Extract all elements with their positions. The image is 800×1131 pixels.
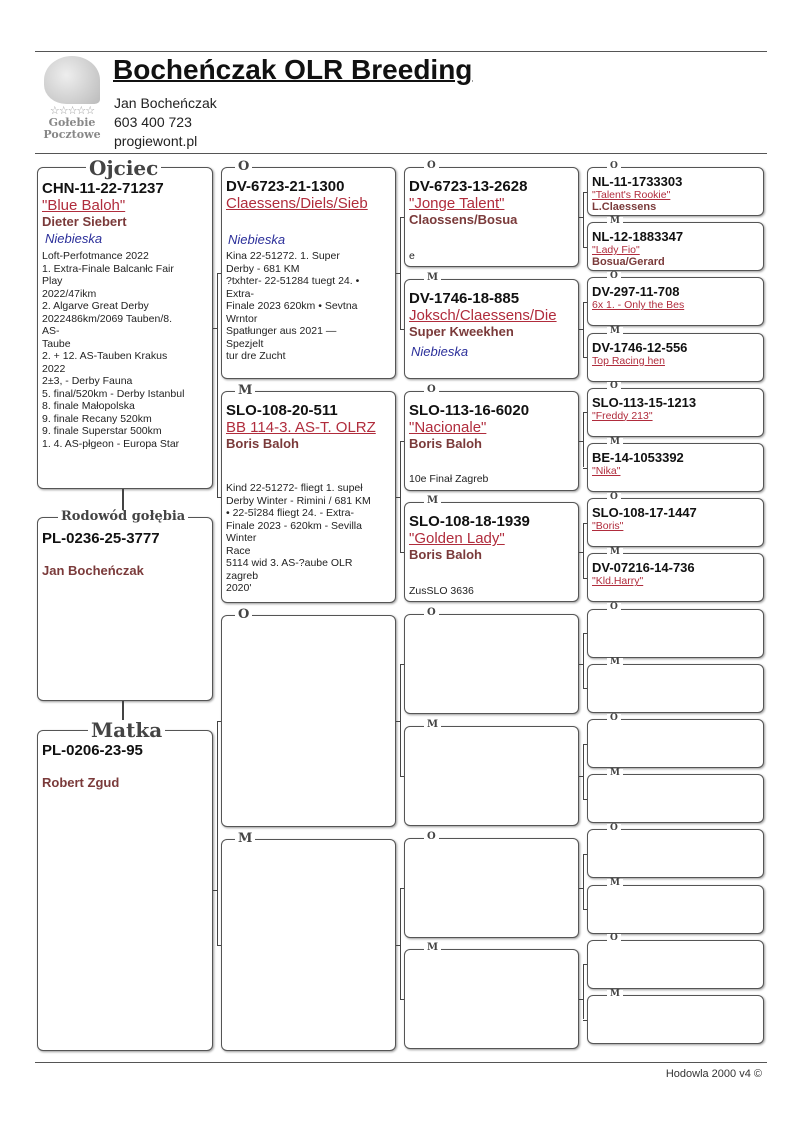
parent-label: M [424, 496, 441, 506]
gen4-card[interactable] [587, 167, 764, 216]
note-line: 2022486km/2069 Tauben/8. [42, 312, 172, 325]
parent-label: O [424, 608, 439, 618]
connector [400, 552, 404, 553]
gen3-card[interactable] [404, 391, 579, 491]
father-color: Niebieska [45, 231, 103, 246]
gen2-card[interactable] [221, 167, 396, 379]
notes [409, 250, 415, 263]
pigeon-name[interactable]: "Jonge Talent" [409, 195, 505, 212]
parent-label: O [607, 824, 621, 833]
owner: L.Claessens [592, 201, 657, 213]
connector [583, 523, 587, 524]
connector [583, 302, 587, 303]
parent-label: M [607, 879, 623, 888]
notes [409, 473, 488, 486]
gen4-card[interactable] [587, 774, 764, 823]
note-line: 2020' [226, 582, 252, 594]
ring-number: DV-6723-21-1300 [226, 178, 345, 195]
pigeon-name[interactable]: 6x 1. - Only the Bes [592, 299, 685, 312]
parent-label: O [607, 603, 621, 612]
note-line: 2022/47ikm [42, 287, 97, 300]
father-name[interactable]: "Blue Baloh" [42, 197, 126, 214]
owner: Bosua/Gerard [592, 256, 665, 269]
owner: Boris Baloh [409, 435, 482, 451]
ring-number: DV-1746-12-556 [592, 339, 688, 355]
pigeon-name[interactable]: BB 114-3. AS-T. OLRZ [226, 419, 376, 436]
connector [583, 799, 587, 800]
gen3-card[interactable] [404, 726, 579, 826]
top-divider [35, 51, 767, 52]
parent-label: M [424, 943, 441, 953]
gen4-card[interactable] [587, 940, 764, 989]
ring-number: DV-6723-13-2628 [409, 178, 528, 195]
note-line: Spatłunger aus 2021 — [226, 325, 337, 337]
pigeon-name[interactable]: "Golden Lady" [409, 530, 505, 548]
connector [583, 744, 584, 799]
owner: Boris Baloh [226, 436, 299, 451]
pigeon-name[interactable]: "Freddy 213" [592, 409, 653, 422]
connector [400, 664, 404, 665]
notes [226, 250, 391, 363]
parent-label: M [607, 769, 623, 778]
gen4-card[interactable] [587, 222, 764, 271]
parent-label: M [607, 217, 623, 226]
connector [583, 192, 584, 247]
parent-label: O [607, 162, 621, 171]
father-label: Ojciec [86, 158, 161, 178]
father-card[interactable] [37, 167, 213, 489]
gen3-card[interactable] [404, 279, 579, 379]
connector [583, 357, 587, 358]
note-line: Finale 2023 620km • Sevtna [226, 300, 358, 312]
connector [400, 217, 404, 218]
gen4-card[interactable] [587, 443, 764, 492]
gen2-card[interactable] [221, 615, 396, 827]
stars-icon: ☆☆☆☆☆ [49, 104, 95, 117]
note-line: e [409, 249, 415, 262]
note-line: ?txhter- 22-51284 tuegt 24. • [226, 275, 360, 287]
note-line: 2. Algarve Great Derby [42, 300, 149, 312]
bottom-divider [35, 1062, 767, 1063]
gen4-card[interactable] [587, 719, 764, 768]
connector [400, 776, 404, 777]
connector [583, 633, 587, 634]
connector [217, 721, 221, 722]
ring-number: SLO-108-17-1447 [592, 505, 697, 521]
note-line: AS- [42, 325, 60, 337]
mother-card[interactable] [37, 730, 213, 1051]
breeder-website[interactable]: progiewont.pl [114, 133, 198, 149]
owner: Boris Baloh [409, 547, 482, 563]
note-line: Kind 22-51272- fliegt 1. supeł [226, 482, 363, 494]
connector [400, 888, 401, 1000]
connector [400, 217, 401, 329]
connector [583, 964, 584, 1019]
note-line: Play [42, 275, 63, 287]
mother-label: Matka [88, 720, 165, 740]
ring-number: SLO-113-15-1213 [592, 394, 697, 410]
color: Niebieska [228, 232, 286, 247]
parent-label: M [607, 438, 623, 447]
gen4-card[interactable] [587, 609, 764, 658]
gen4-card[interactable] [587, 995, 764, 1044]
parent-label: M [607, 548, 623, 557]
connector [583, 854, 584, 909]
pigeon-name[interactable]: "Talent's Rookie" [592, 189, 671, 201]
note-line: 8. finale Małopolska [42, 400, 135, 412]
mother-ring: PL-0206-23-95 [42, 742, 143, 759]
gen4-card[interactable] [587, 388, 764, 437]
page-title: Bocheńczak OLR Breeding [113, 54, 473, 85]
note-line: Finale 2023 - 620km - Sevilla [226, 519, 362, 532]
parent-label: O [424, 832, 439, 842]
father-owner: Dieter Siebert [42, 214, 127, 229]
parent-label: M [235, 832, 255, 845]
pigeon-name[interactable]: "Kld.Harry" [592, 575, 644, 588]
note-line: 2022 [42, 362, 66, 375]
parent-label: M [607, 658, 623, 667]
connector [400, 329, 404, 330]
note-line: Winter [226, 532, 257, 544]
connector [583, 302, 584, 357]
ring-number: DV-297-11-708 [592, 284, 680, 300]
note-line: Spezjelt [226, 337, 264, 350]
connector [400, 441, 404, 442]
parent-label: O [607, 714, 621, 723]
connector [583, 468, 587, 469]
connector [583, 247, 587, 248]
connector [583, 688, 587, 689]
note-line: 1. 4. AS-płgeon - Europa Star [42, 437, 180, 450]
owner [226, 212, 391, 228]
pigeon-card[interactable] [37, 517, 213, 701]
connector [583, 578, 587, 579]
connector [400, 888, 404, 889]
note-line: Wrntor [226, 312, 258, 325]
ring-number: NL-12-1883347 [592, 229, 684, 245]
gen4-card[interactable] [587, 829, 764, 878]
ring-number: NL-11-1733303 [592, 174, 683, 189]
ring-number: DV-1746-18-885 [409, 289, 520, 307]
connector [583, 412, 587, 413]
note-line [226, 474, 391, 482]
connector [583, 744, 587, 745]
pigeon-name[interactable]: "Nacionale" [409, 418, 487, 436]
parent-label: M [424, 720, 441, 730]
note-line: zagreb [226, 569, 259, 582]
connector [217, 497, 221, 498]
gen3-card[interactable] [404, 167, 579, 267]
connector [217, 721, 218, 945]
header-divider [35, 153, 767, 154]
parent-label: O [424, 385, 439, 395]
note-line: 1. Extra-Finale Balcanłc Fair [42, 262, 174, 275]
gen4-card[interactable] [587, 664, 764, 713]
father-notes [42, 250, 208, 450]
parent-label: O [607, 934, 621, 943]
gen4-card[interactable] [587, 277, 764, 326]
ring-number: BE-14-1053392 [592, 450, 684, 465]
color: Niebieska [411, 343, 469, 359]
pigeon-ring: PL-0236-25-3777 [42, 530, 160, 547]
pigeon-head-logo-icon [44, 56, 100, 104]
gen2-card[interactable] [221, 391, 396, 603]
gen3-card[interactable] [404, 502, 579, 602]
pigeon-name[interactable]: Joksch/Claessens/Die [409, 306, 557, 324]
note-line: Taube [42, 337, 71, 350]
note-line: Extra- [226, 287, 255, 300]
note-line: 9. finale Superstar 500km [42, 425, 162, 437]
note-line: 9. finale Recany 520km [42, 412, 152, 425]
logo-text-1: Gołebie [48, 116, 96, 129]
connector [217, 273, 218, 497]
gen4-card[interactable] [587, 498, 764, 547]
father-ring: CHN-11-22-71237 [42, 180, 164, 197]
note-line: Derby - 681 KM [226, 262, 300, 275]
notes [409, 585, 474, 598]
parent-label: O [424, 161, 439, 171]
connector [583, 909, 587, 910]
connector [217, 945, 221, 946]
gen3-card[interactable] [404, 614, 579, 714]
gen4-card[interactable] [587, 333, 764, 382]
color [228, 456, 391, 471]
ring-number: SLO-108-20-511 [226, 402, 338, 419]
pigeon-name[interactable]: Top Racing hen [592, 354, 665, 367]
note-line: 2±3, - Derby Fauna [42, 375, 133, 387]
pigeon-owner: Jan Bocheńczak [42, 563, 144, 578]
note-line: Race [226, 544, 251, 557]
note-line: 10e Finał Zagreb [409, 473, 489, 485]
parent-label: O [607, 272, 621, 281]
ring-number: SLO-113-16-6020 [409, 401, 530, 419]
connector [583, 964, 587, 965]
connector [217, 273, 221, 274]
parent-label: M [235, 384, 255, 397]
connector [400, 999, 404, 1000]
note-line: tur dre Zucht [226, 350, 286, 362]
parent-label: M [607, 327, 623, 336]
logo [34, 56, 110, 148]
owner: Claossens/Bosua [409, 212, 518, 227]
gen3-card[interactable] [404, 838, 579, 938]
connector [583, 633, 584, 688]
parent-label: O [235, 608, 252, 621]
parent-label: M [607, 990, 623, 999]
note-line: ZusSLO 3636 [409, 584, 474, 597]
connector [583, 1020, 587, 1021]
breeder-phone: 603 400 723 [114, 114, 192, 130]
connector [583, 412, 584, 467]
ring-number: DV-07216-14-736 [592, 560, 695, 576]
mother-owner: Robert Zgud [42, 775, 120, 790]
pigeon-name[interactable]: Claessens/Diels/Sieb [226, 195, 368, 212]
note-line: Loft-Perfotmance 2022 [42, 250, 149, 262]
footer-credit: Hodowla 2000 v4 © [665, 1068, 762, 1080]
connector [583, 854, 587, 855]
breeder-name: Jan Bocheńczak [114, 95, 217, 111]
connector [583, 523, 584, 578]
gen4-card[interactable] [587, 885, 764, 934]
pigeon-name[interactable]: "Boris" [592, 520, 624, 533]
owner: Super Kweekhen [409, 323, 514, 339]
parent-label: O [235, 160, 252, 173]
note-line: • 22-5î284 fliegt 24. - Extra- [226, 507, 354, 519]
pigeon-label: Rodowód gołębia [58, 510, 188, 523]
logo-text-2: Pocztowe [43, 128, 101, 141]
connector [400, 664, 401, 776]
gen2-card[interactable] [221, 839, 396, 1051]
pigeon-name[interactable]: "Lady Fio" [592, 244, 640, 257]
note-line: 2. + 12. AS-Tauben Krakus [42, 350, 168, 362]
gen3-card[interactable] [404, 949, 579, 1049]
note-line: Derby Winter - Rimini / 681 KM [226, 494, 371, 507]
ring-number: SLO-108-18-1939 [409, 513, 530, 531]
parent-label: O [607, 382, 621, 391]
note-line: 5114 wid 3. AS-?aube OLR [226, 557, 353, 569]
gen4-card[interactable] [587, 553, 764, 602]
parent-label: O [607, 493, 621, 502]
connector [583, 192, 587, 193]
note-line: 5. final/520km - Derby Istanbul [42, 387, 185, 400]
parent-label: M [424, 273, 441, 283]
note-line: Kina 22-51272. 1. Super [226, 250, 340, 262]
connector [400, 441, 401, 553]
pigeon-name[interactable]: "Nika" [592, 465, 621, 477]
notes [226, 474, 391, 595]
